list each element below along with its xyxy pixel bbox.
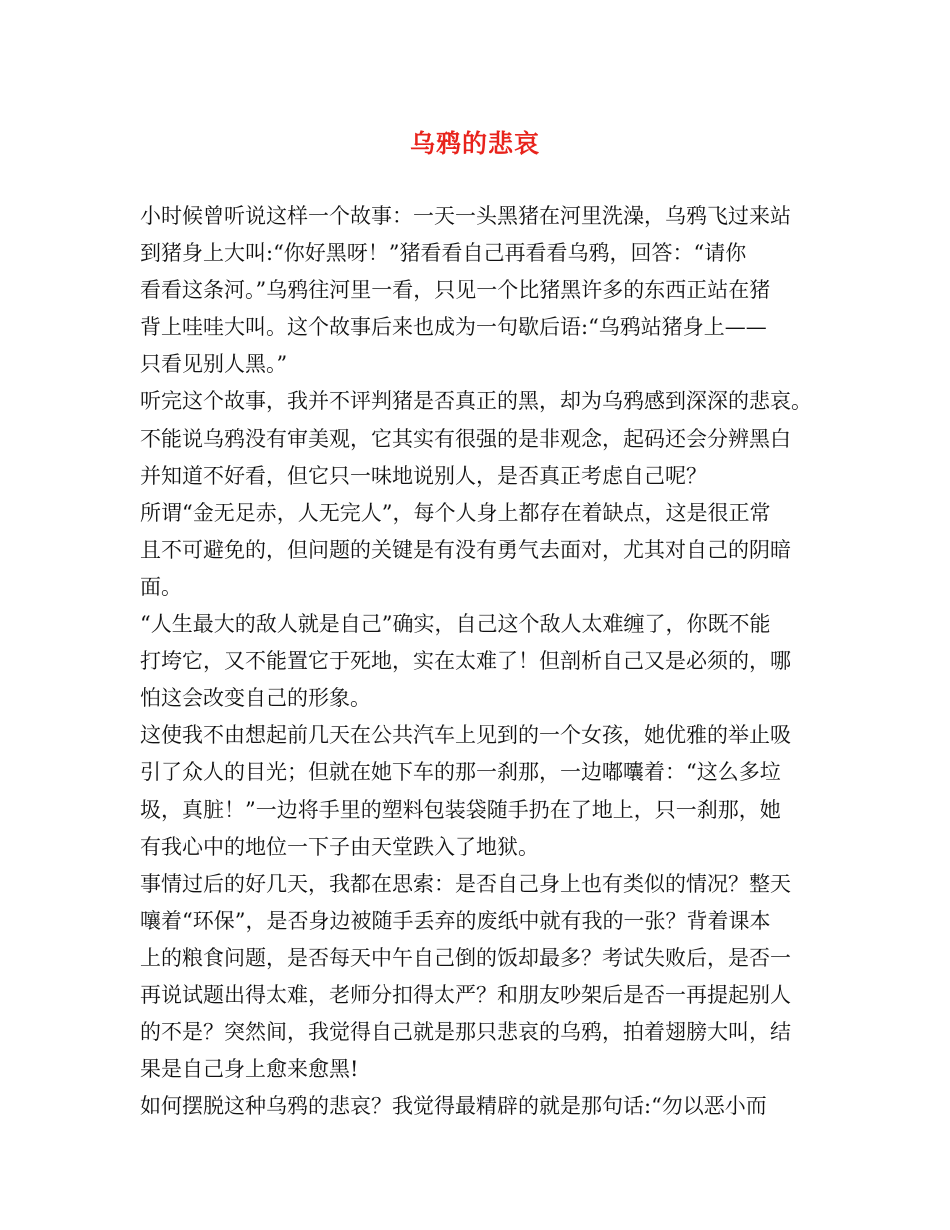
text-line: 听完这个故事，我并不评判猪是否真正的黑，却为乌鸦感到深深的悲哀。 (140, 389, 812, 414)
text-line: “人生最大的敌人就是自己”确实，自己这个敌人太难缠了，你既不能 (140, 612, 771, 637)
text-line: 并知道不好看，但它只一味地说别人，是否真正考虑自己呢？ (140, 463, 707, 488)
text-line: 这使我不由想起前几天在公共汽车上见到的一个女孩，她优雅的举止吸 (140, 723, 791, 748)
text-line: 面。 (140, 574, 182, 599)
text-line: 背上哇哇大叫。这个故事后来也成为一句歇后语:“乌鸦站猪身上—— (140, 315, 767, 340)
text-line: 如何摆脱这种乌鸦的悲哀？我觉得最精辟的就是那句话:“勿以恶小而 (140, 1094, 767, 1119)
text-line: 且不可避免的，但问题的关键是有没有勇气去面对，尤其对自己的阴暗 (140, 537, 791, 562)
text-line: 不能说乌鸦没有审美观，它其实有很强的是非观念，起码还会分辨黑白 (140, 426, 791, 451)
text-line: 到猪身上大叫:“你好黑呀！”猪看看自己再看看乌鸦，回答：“请你 (140, 241, 747, 266)
text-line: 圾，真脏！”一边将手里的塑料包装袋随手扔在了地上，只一刹那，她 (140, 797, 781, 822)
text-line: 果是自己身上愈来愈黑! (140, 1057, 359, 1082)
text-line: 只看见别人黑。” (140, 352, 288, 377)
text-line: 打垮它，又不能置它于死地，实在太难了！但剖析自己又是必须的，哪 (140, 649, 791, 674)
text-line: 再说试题出得太难，老师分扣得太严？和朋友吵架后是否一再提起别人 (140, 982, 791, 1007)
text-line: 上的粮食问题，是否每天中午自己倒的饭却最多？考试失败后，是否一 (140, 945, 791, 970)
text-line: 引了众人的目光；但就在她下车的那一刹那，一边嘟囔着：“这么多垃 (140, 760, 781, 785)
document-title: 乌鸦的悲哀 (409, 129, 540, 158)
text-line: 有我心中的地位一下子由天堂跌入了地狱。 (140, 834, 539, 859)
text-line: 所谓“金无足赤，人无完人”，每个人身上都存在着缺点，这是很正常 (140, 500, 771, 525)
text-line: 怕这会改变自己的形象。 (140, 686, 371, 711)
text-line: 小时候曾听说这样一个故事：一天一头黑猪在河里洗澡，乌鸦飞过来站 (140, 204, 791, 228)
text-line: 看看这条河。”乌鸦往河里一看，只见一个比猪黑许多的东西正站在猪 (140, 278, 771, 303)
text-line: 嚷着“环保”，是否身边被随手丢弃的废纸中就有我的一张？背着课本 (140, 908, 771, 933)
document-body (140, 198, 830, 1125)
text-line: 的不是？突然间，我觉得自己就是那只悲哀的乌鸦，拍着翅膀大叫，结 (140, 1020, 791, 1045)
text-line: 事情过后的好几天，我都在思索：是否自己身上也有类似的情况？整天 (140, 871, 791, 896)
